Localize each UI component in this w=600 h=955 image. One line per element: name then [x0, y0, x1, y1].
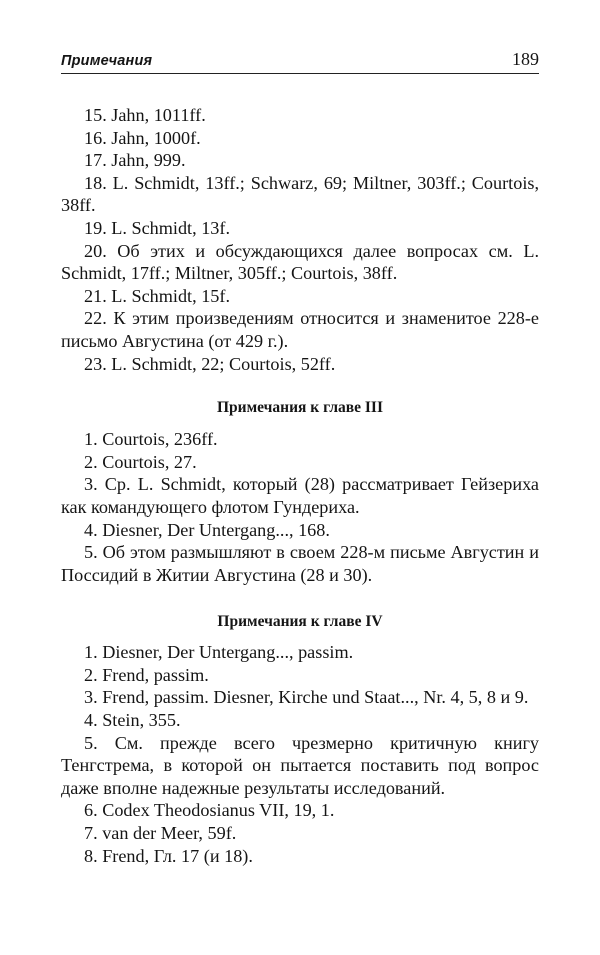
running-title: Примечания — [61, 53, 153, 69]
page-header — [61, 47, 539, 74]
chapter-4-note-4: 4. Stein, 355. — [84, 710, 181, 731]
note-20: 20. Об этих и обсуждающихся далее вопросах см. L. Schmidt, 17ff.; Miltner, 305ff.; Courtois, 38ff. — [61, 240, 539, 284]
note-21: 21. L. Schmidt, 15f. — [84, 285, 230, 306]
note-17: 17. Jahn, 999. — [84, 150, 186, 171]
section-heading-chapter-4: Примечания к главе IV — [217, 613, 383, 631]
section-heading-chapter-3: Примечания к главе III — [217, 399, 383, 417]
chapter-4-note-7: 7. van der Meer, 59f. — [84, 823, 237, 844]
note-19: 19. L. Schmidt, 13f. — [84, 217, 230, 238]
notes-section-chapter-4 — [61, 611, 539, 867]
note-18: 18. L. Schmidt, 13ff.; Schwarz, 69; Miltner, 303ff.; Courtois, 38ff. — [61, 172, 539, 216]
chapter-4-note-8: 8. Frend, Гл. 17 (и 18). — [84, 845, 253, 866]
chapter-3-note-4: 4. Diesner, Der Untergang..., 168. — [84, 519, 330, 540]
page-number: 189 — [512, 49, 539, 69]
chapter-4-note-5: 5. См. прежде всего чрезмерно критичную книгу Тенгстрема, в которой он пытается поставить под вопрос даже вполне надежные результаты исследований. — [61, 732, 539, 798]
notes-section-previous — [61, 104, 539, 375]
notes-body — [61, 104, 539, 867]
chapter-3-note-1: 1. Courtois, 236ff. — [84, 429, 218, 450]
chapter-4-note-6: 6. Codex Theodosianus VII, 19, 1. — [84, 800, 335, 821]
note-15: 15. Jahn, 1011ff. — [84, 105, 206, 125]
chapter-4-note-2: 2. Frend, passim. — [84, 664, 209, 685]
chapter-3-note-2: 2. Courtois, 27. — [84, 451, 197, 472]
notes-section-chapter-3 — [61, 397, 539, 586]
chapter-4-note-3: 3. Frend, passim. Diesner, Kirche und Staat..., Nr. 4, 5, 8 и 9. — [84, 687, 529, 708]
note-16: 16. Jahn, 1000f. — [84, 127, 201, 148]
chapter-4-note-1: 1. Diesner, Der Untergang..., passim. — [84, 642, 354, 663]
chapter-3-note-3: 3. Ср. L. Schmidt, который (28) рассматривает Гейзериха как командующего флотом Гундериха. — [61, 474, 539, 517]
note-22: 22. К этим произведениям относится и знаменитое 228-е письмо Августина (от 429 г.). — [61, 308, 539, 351]
chapter-3-note-5: 5. Об этом размышляют в своем 228-м письме Августин и Поссидий в Житии Августина (28 и 30). — [61, 542, 539, 585]
note-23: 23. L. Schmidt, 22; Courtois, 52ff. — [84, 353, 336, 374]
